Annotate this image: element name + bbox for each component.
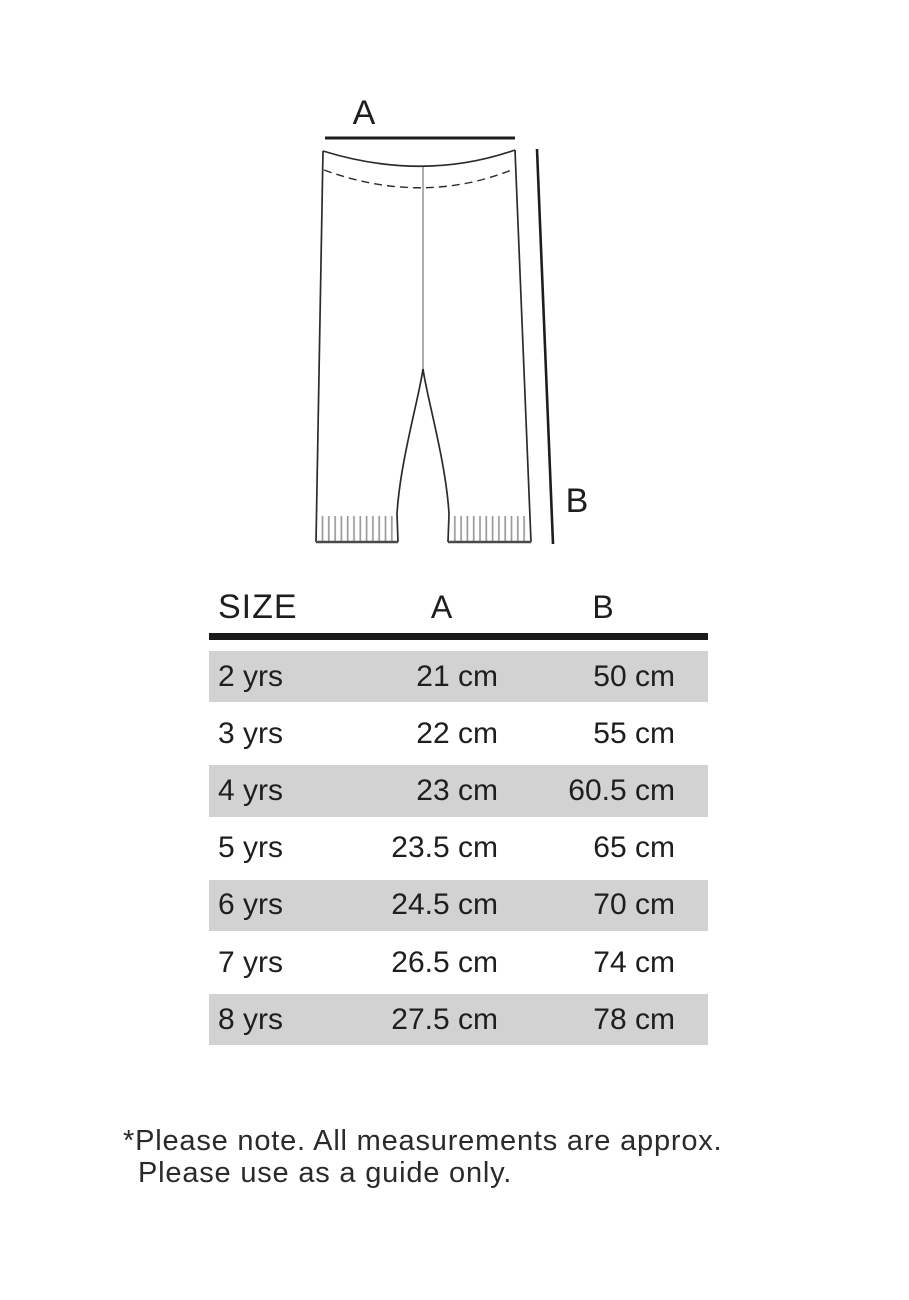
b-cell: 78 cm — [593, 1002, 675, 1036]
a-cell: 23.5 cm — [391, 831, 498, 865]
b-cell: 60.5 cm — [568, 773, 675, 807]
size-cell: 3 yrs — [218, 716, 284, 750]
waistband-stitch-line — [324, 169, 514, 188]
table-row — [209, 820, 708, 877]
a-cell: 21 cm — [416, 659, 498, 693]
b-cell: 65 cm — [593, 831, 675, 865]
measurements-note — [123, 1125, 722, 1189]
size-cell: 6 yrs — [218, 888, 284, 922]
size-table-header — [209, 581, 708, 640]
header-a: A — [430, 589, 453, 625]
measurement-label-a: A — [352, 94, 376, 132]
a-cell: 23 cm — [416, 773, 498, 807]
size-cell: 7 yrs — [218, 945, 284, 979]
measurement-line-b — [537, 149, 553, 544]
table-row — [209, 705, 708, 762]
note-line-2: Please use as a guide only. — [138, 1157, 513, 1189]
size-table-body — [209, 648, 708, 1048]
size-table — [209, 581, 708, 1048]
table-row — [209, 934, 708, 991]
header-b: B — [592, 589, 614, 625]
size-cell: 5 yrs — [218, 831, 284, 865]
note-line-1: *Please note. All measurements are approx. — [123, 1125, 723, 1157]
table-row — [209, 648, 708, 705]
a-cell: 26.5 cm — [391, 945, 498, 979]
table-row — [209, 762, 708, 819]
garment-diagram — [295, 85, 625, 570]
size-cell: 2 yrs — [218, 659, 284, 693]
measurement-label-b: B — [565, 482, 589, 520]
cuff-hatching-right — [451, 516, 529, 541]
cuff-hatching-left — [320, 516, 396, 541]
header-size: SIZE — [218, 588, 298, 626]
b-cell: 70 cm — [593, 888, 675, 922]
a-cell: 22 cm — [416, 716, 498, 750]
table-row — [209, 991, 708, 1048]
a-cell: 27.5 cm — [391, 1002, 498, 1036]
b-cell: 50 cm — [593, 659, 675, 693]
size-cell: 4 yrs — [218, 773, 284, 807]
b-cell: 74 cm — [593, 945, 675, 979]
table-row — [209, 877, 708, 934]
size-cell: 8 yrs — [218, 1002, 284, 1036]
a-cell: 24.5 cm — [391, 888, 498, 922]
b-cell: 55 cm — [593, 716, 675, 750]
